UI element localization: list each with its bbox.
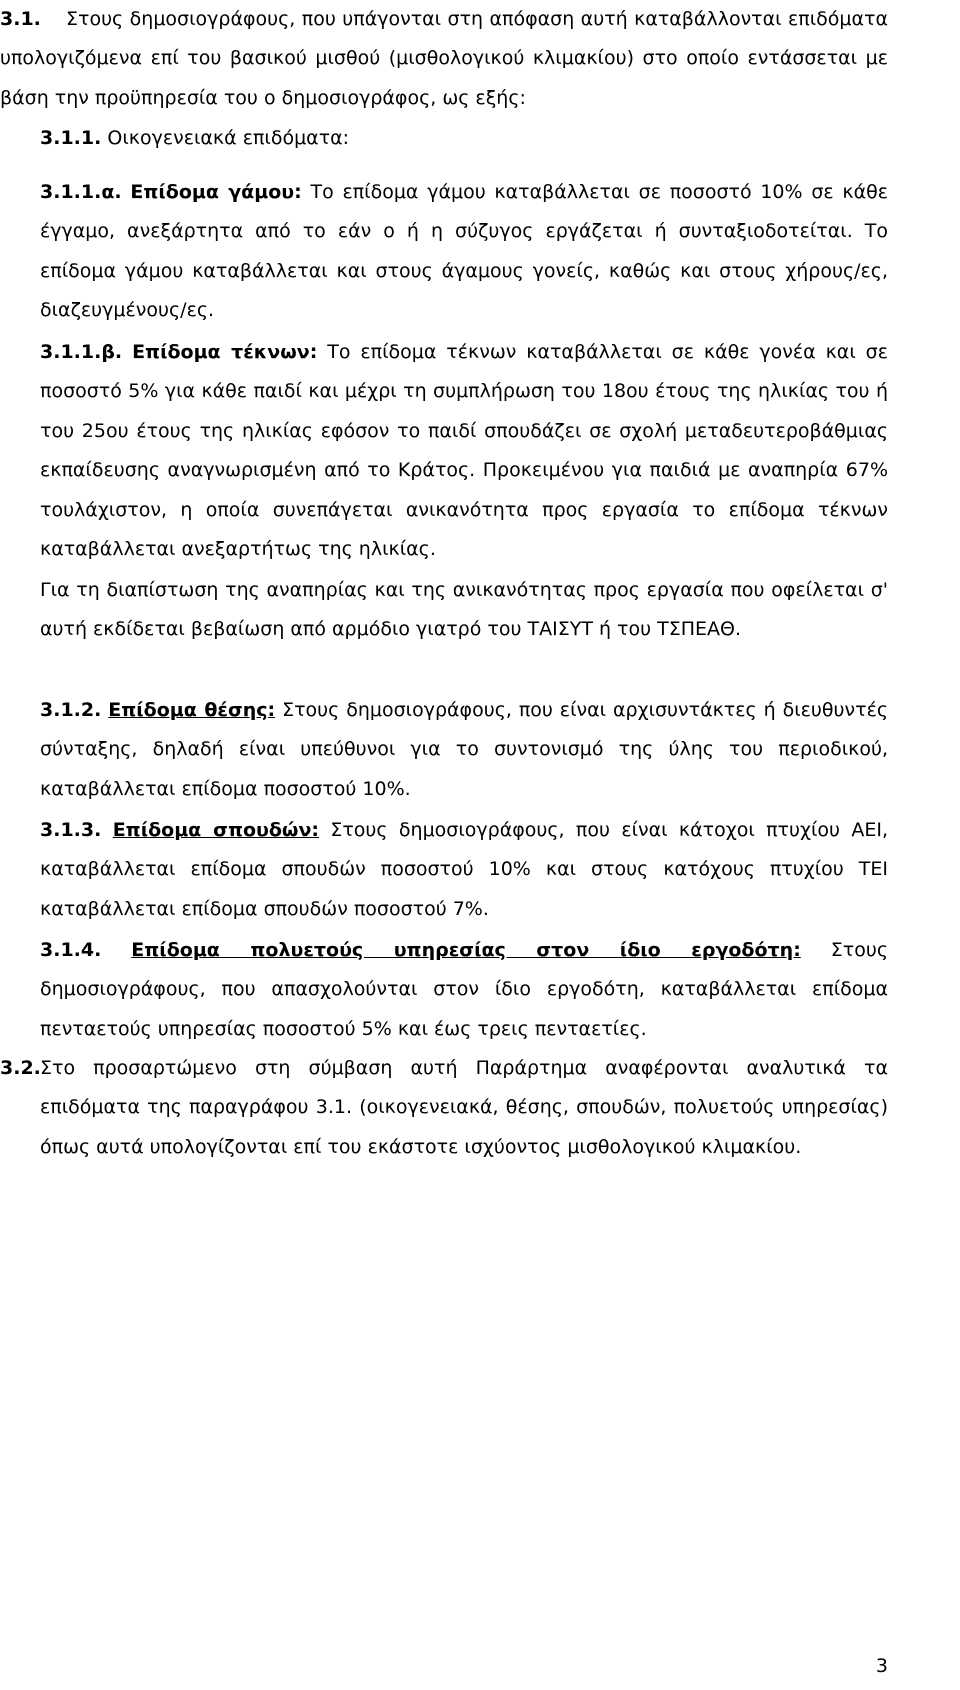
paragraph-text: Για τη διαπίστωση της αναπηρίας και της ανικανότητας προς εργασία που οφείλεται σ' αυτή εκδίδεται βεβαίωση από αρμόδιο γιατρό του ΤΑΙΣΥΤ ή του ΤΣΠΕΑΘ. [40,579,888,641]
paragraph-3-1-2 [40,691,888,809]
paragraph-text: Οικογενειακά επιδόματα: [107,127,350,149]
paragraph-text: Στους δημοσιογράφους, που είναι αρχισυντάκτες ή διευθυντές σύνταξης, δηλαδή είναι υπεύθυνοι για το συντονισμό της ύλης του περιοδικού, καταβάλλεται επίδομα ποσοστού 10%. [40,699,888,800]
paragraph-heading: Επίδομα θέσης: [108,699,276,721]
paragraph-text: Στους δημοσιογράφους, που είναι κάτοχοι πτυχίου ΑΕΙ, καταβάλλεται επίδομα σπουδών ποσοστού 10% και στους κατόχους πτυχίου ΤΕΙ καταβάλλεται επίδομα σπουδών ποσοστού 7%. [40,819,888,920]
paragraph-heading: Επίδομα πολυετούς υπηρεσίας στον ίδιο εργοδότη: [131,939,801,961]
paragraph-3-1-4 [40,931,888,1049]
paragraph-number: 3.1.4. [40,939,102,961]
paragraph-number: 3.1. [0,8,41,30]
paragraph-number: 3.1.3. [40,819,102,841]
paragraph-3-2 [0,1049,888,1167]
paragraph-number: 3.1.1. [40,127,102,149]
paragraph-disability-certification [40,571,888,650]
paragraph-heading: Επίδομα γάμου: [130,181,302,203]
paragraph-number: 3.1.2. [40,699,102,721]
paragraph-number: 3.1.1.α. [40,181,122,203]
paragraph-text: Στους δημοσιογράφους, που υπάγονται στη απόφαση αυτή καταβάλλονται επιδόματα υπολογιζόμενα επί του βασικού μισθού (μισθολογικού κλιμακίου) στο οποίο εντάσσεται με βάση την προϋπηρεσία του ο δημοσιογράφος, ως εξής: [0,8,888,109]
paragraph-3-1-3 [40,811,888,929]
paragraph-heading: Επίδομα τέκνων: [132,341,318,363]
paragraph-number: 3.2. [0,1057,41,1079]
paragraph-number: 3.1.1.β. [40,341,123,363]
paragraph-3-1-1 [40,119,888,158]
paragraph-heading: Επίδομα σπουδών: [112,819,319,841]
page-number: 3 [875,1655,888,1677]
paragraph-text: Στους δημοσιογράφους, που απασχολούνται στον ίδιο εργοδότη, καταβάλλεται επίδομα πενταετούς υπηρεσίας ποσοστού 5% και έως τρεις πενταετίες. [40,939,888,1040]
paragraph-text: Στο προσαρτώμενο στη σύμβαση αυτή Παράρτημα αναφέρονται αναλυτικά τα επιδόματα της παραγράφου 3.1. (οικογενειακά, θέσης, σπουδών, πολυετούς υπηρεσίας) όπως αυτά υπολογίζονται επί του εκάστοτε ισχύοντος μισθολογικού κλιμακίου. [40,1057,888,1158]
paragraph-3-1 [0,0,888,118]
paragraph-text: Το επίδομα τέκνων καταβάλλεται σε κάθε γονέα και σε ποσοστό 5% για κάθε παιδί και μέχρι τη συμπλήρωση του 18ου έτους της ηλικίας του ή του 25ου έτους της ηλικίας εφόσον το παιδί σπουδάζει σε σχολή μεταδευτεροβάθμιας εκπαίδευσης αναγνωρισμένη από το Κράτος. Προκειμένου για παιδιά με αναπηρία 67% τουλάχιστον, η οποία συνεπάγεται ανικανότητα προς εργασία το επίδομα τέκνων καταβάλλεται ανεξαρτήτως της ηλικίας. [40,341,888,561]
paragraph-3-1-1-b [40,333,888,569]
paragraph-3-1-1-a [40,173,888,331]
paragraph-text: Το επίδομα γάμου καταβάλλεται σε ποσοστό 10% σε κάθε έγγαμο, ανεξάρτητα από το εάν ο ή η σύζυγος εργάζεται ή συνταξιοδοτείται. Το επίδομα γάμου καταβάλλεται και στους άγαμους γονείς, καθώς και στους χήρους/ες, διαζευγμένους/ες. [40,181,888,322]
